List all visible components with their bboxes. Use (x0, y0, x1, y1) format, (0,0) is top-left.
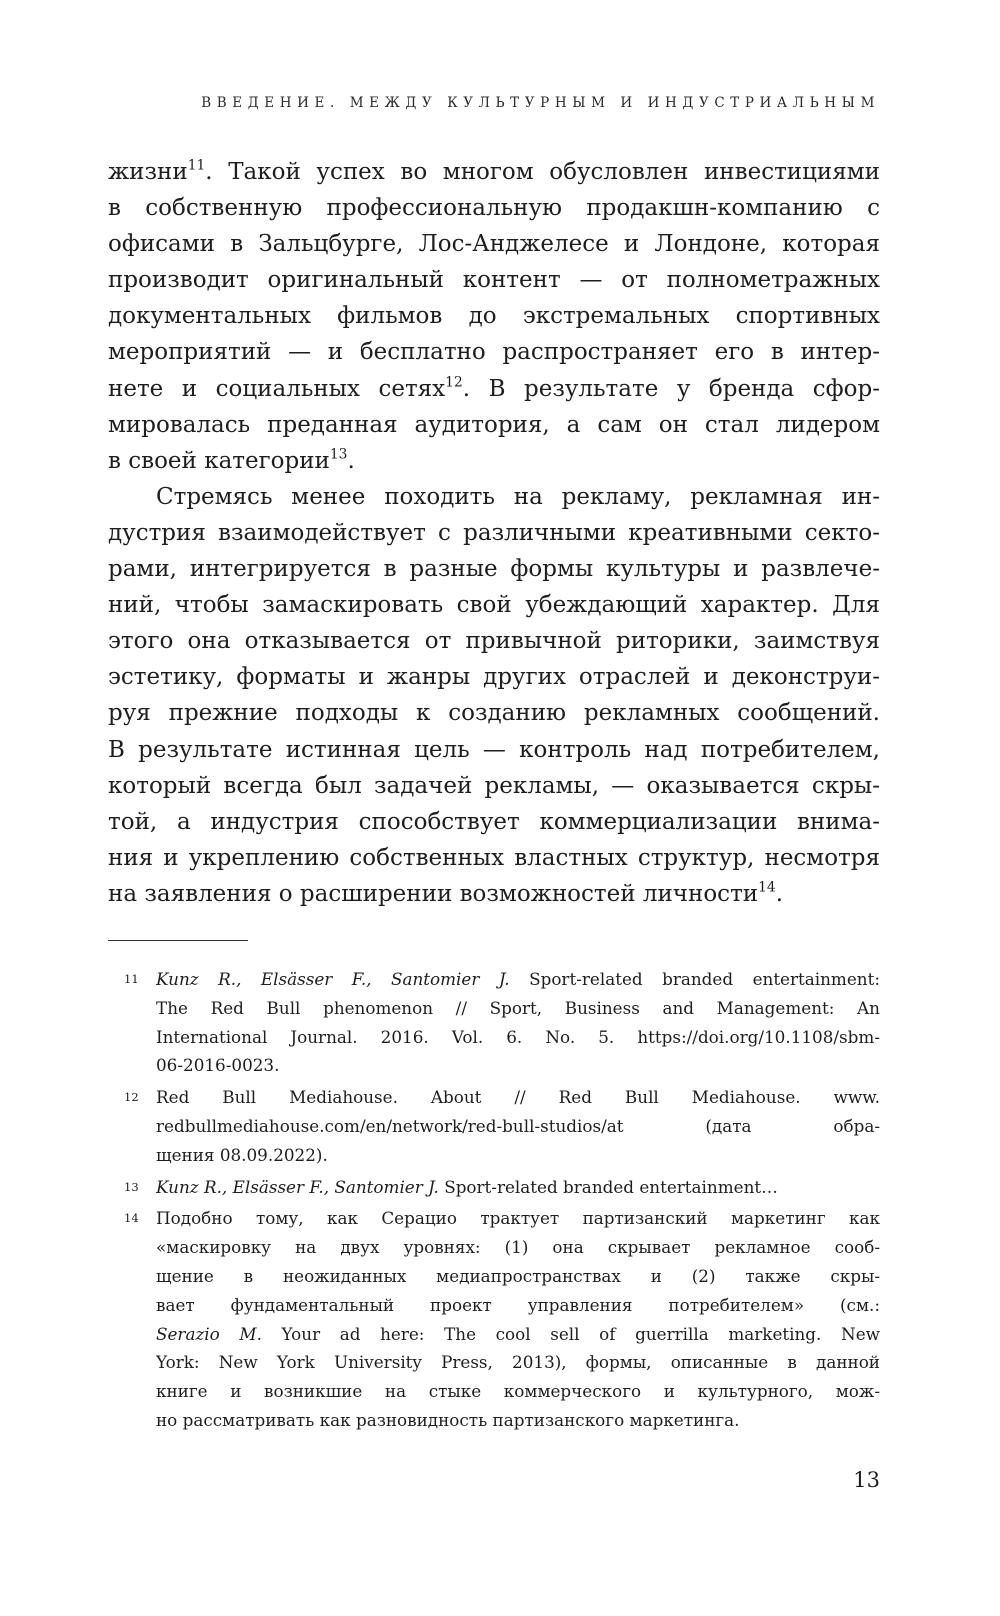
line-text: нете и социальных сетях (108, 375, 446, 402)
text-line (156, 1112, 880, 1141)
line-text: этого она отказывается от привычной риторики, заимствуя (108, 628, 880, 655)
line-text: эстетику, форматы и жанры других отраслей и деконструи- (108, 664, 880, 691)
line-text: книге и возникшие на стыке коммерческого и культурного, мож- (156, 1381, 880, 1402)
line-text: 06-2016-0023. (156, 1055, 280, 1076)
italic-author: Kunz R., Elsässer F., Santomier J. (156, 969, 510, 989)
line-text: на заявления о расширении возможностей личности (108, 880, 759, 907)
italic-author: Serazio M. (156, 1323, 262, 1344)
running-head: ВВЕДЕНИЕ. МЕЖДУ КУЛЬТУРНЫМ И ИНДУСТРИАЛЬНЫМ (201, 95, 880, 111)
text-line (156, 1320, 880, 1349)
line-text-tail: . В результате у бренда сфор- (462, 375, 880, 402)
footnote-ref: 14 (758, 879, 776, 896)
line-text: дустрия взаимодействует с различными креативными секто- (108, 519, 880, 546)
line-text: Подобно тому, как Серацио трактует партизанский маркетинг как (156, 1208, 880, 1229)
footnote (108, 1204, 880, 1434)
footnote-ref: 11 (187, 157, 206, 174)
line-text: Sport-related branded entertainment… (438, 1176, 778, 1197)
text-line (108, 154, 880, 190)
line-text: вает фундаментальный проект управления потребителем» (см.: (156, 1294, 880, 1315)
text-line (108, 298, 880, 334)
text-line (156, 1173, 880, 1202)
paragraph-1 (108, 154, 880, 479)
line-text: офисами в Зальцбурге, Лос-Анджелесе и Лондоне, которая (108, 231, 880, 258)
line-text: рами, интегрируется в разные формы культуры и развлече- (108, 556, 880, 583)
text-line (156, 1377, 880, 1406)
text-line (156, 1204, 880, 1233)
line-text: производит оригинальный контент — от полнометражных (108, 267, 880, 294)
footnote (108, 1173, 880, 1202)
line-text: The Red Bull phenomenon // Sport, Business and Management: An (156, 997, 880, 1018)
text-line (156, 1406, 880, 1435)
text-line (108, 262, 880, 298)
line-text: мировалась преданная аудитория, а сам он стал лидером (108, 411, 880, 438)
text-line (156, 1348, 880, 1377)
text-line (108, 840, 880, 876)
line-text: мероприятий — и бесплатно распространяет его в интер- (108, 339, 880, 366)
text-line (108, 515, 880, 551)
line-text: щения 08.09.2022). (156, 1144, 328, 1165)
line-text: но рассматривать как разновидность партизанского маркетинга. (156, 1409, 740, 1430)
text-line (108, 407, 880, 443)
line-text: «маскировку на двух уровнях: (1) она скрывает рекламное сооб- (156, 1237, 880, 1258)
line-text: документальных фильмов до экстремальных спортивных (108, 303, 880, 330)
page-number: 13 (853, 1468, 880, 1492)
line-text: redbullmediahouse.com/en/network/red-bull-studios/at (дата обра- (156, 1115, 880, 1136)
text-line (156, 1023, 880, 1052)
line-text-tail: . Такой успех во многом обусловлен инвестициями (205, 159, 880, 185)
text-line (108, 623, 880, 659)
line-text: Your ad here: The cool sell of guerrilla marketing. New (261, 1323, 880, 1344)
text-line (108, 190, 880, 226)
footnote (108, 965, 880, 1080)
text-line (108, 226, 880, 262)
text-line (108, 479, 880, 515)
text-line (108, 768, 880, 804)
line-text: жизни (108, 159, 188, 185)
footnote-number: 11 (124, 972, 139, 986)
text-line (108, 587, 880, 623)
line-text: той, а индустрия способствует коммерциализации внима- (108, 808, 880, 835)
text-line (156, 1291, 880, 1320)
footnote-ref: 12 (445, 373, 463, 390)
line-text-tail: . (347, 447, 355, 474)
line-text: который всегда был задачей рекламы, — оказывается скры- (108, 772, 880, 799)
text-line (108, 371, 880, 407)
text-line (108, 659, 880, 695)
footnote-number: 14 (124, 1211, 139, 1226)
text-line (108, 804, 880, 840)
line-text: в своей категории (108, 447, 330, 474)
line-text: Стремясь менее походить на рекламу, рекламная ин- (156, 483, 880, 510)
text-line (108, 443, 880, 479)
line-text: ния и укреплению собственных властных структур, несмотря (108, 844, 880, 871)
text-line (156, 1083, 880, 1112)
text-line (108, 334, 880, 370)
line-text: руя прежние подходы к созданию рекламных сообщений. (108, 700, 880, 727)
line-text: Red Bull Mediahouse. About // Red Bull Mediahouse. www. (156, 1087, 880, 1108)
line-text: В результате истинная цель — контроль над потребителем, (108, 736, 880, 763)
line-text: в собственную профессиональную продакшн-компанию с (108, 195, 880, 222)
text-line (108, 551, 880, 587)
text-line (156, 994, 880, 1023)
text-line (108, 732, 880, 768)
line-text: International Journal. 2016. Vol. 6. No. 5. https://doi.org/10.1108/sbm- (156, 1026, 880, 1047)
text-line (108, 876, 880, 912)
line-text: York: New York University Press, 2013), формы, описанные в данной (156, 1352, 880, 1373)
footnote-ref: 13 (329, 446, 348, 463)
line-text: Sport-related branded entertainment: (509, 969, 880, 989)
text-line (156, 1233, 880, 1262)
line-text: ний, чтобы замаскировать свой убеждающий характер. Для (108, 592, 880, 619)
text-line (156, 1141, 880, 1170)
body-text (108, 154, 880, 912)
line-text-tail: . (775, 880, 783, 907)
line-text: щение в неожиданных медиапространствах и (2) также скры- (156, 1265, 880, 1286)
footnote-number: 13 (124, 1179, 139, 1194)
footnote-number: 12 (124, 1090, 139, 1105)
footnote-separator (108, 940, 248, 941)
text-line (108, 695, 880, 731)
text-line (156, 965, 880, 994)
footnote (108, 1083, 880, 1169)
text-line (156, 1051, 880, 1080)
italic-author: Kunz R., Elsässer F., Santomier J. (156, 1176, 439, 1197)
footnotes (108, 965, 880, 1438)
paragraph-2 (108, 479, 880, 912)
text-line (156, 1262, 880, 1291)
